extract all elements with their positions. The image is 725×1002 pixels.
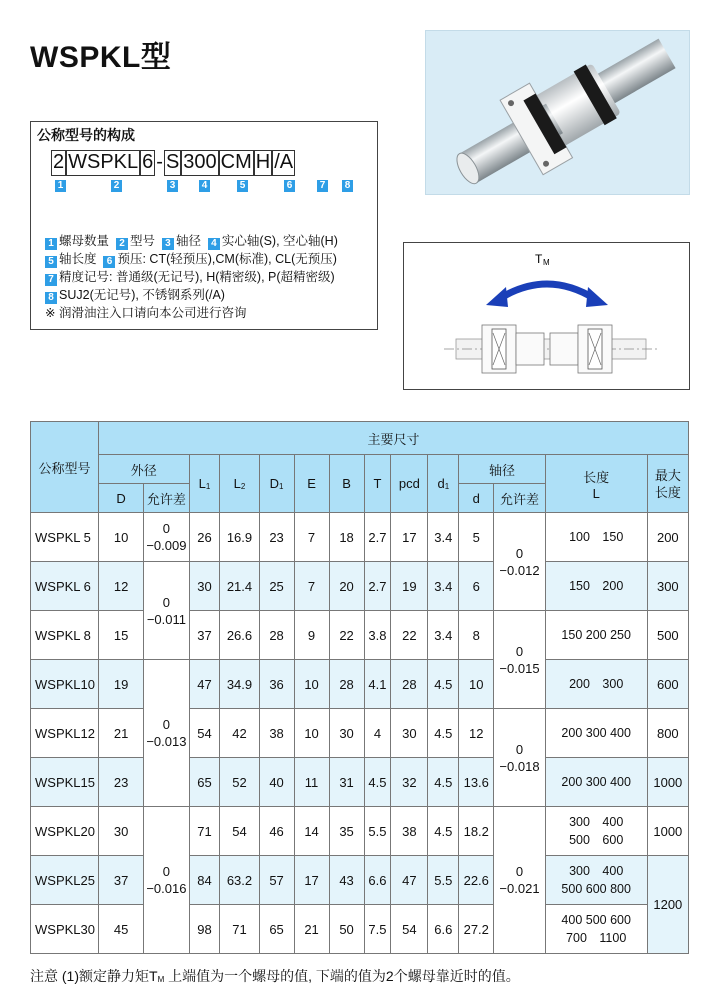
cell-t: 4.5: [364, 758, 391, 807]
cell-l2: 63.2: [220, 856, 259, 905]
cell-model: WSPKL30: [31, 905, 99, 954]
cell-e: 11: [294, 758, 329, 807]
table-row: [31, 513, 689, 562]
cell-model: WSPKL 6: [31, 562, 99, 611]
legend-text: 型号: [129, 234, 155, 248]
cell-b: 30: [329, 709, 364, 758]
cell-b: 20: [329, 562, 364, 611]
cell-e: 21: [294, 905, 329, 954]
tol-upper: 0: [162, 521, 171, 536]
tol-upper: 0: [515, 741, 524, 757]
cell-d: 18.2: [459, 807, 494, 856]
cell-b: 28: [329, 660, 364, 709]
cell-pcd: 28: [391, 660, 428, 709]
cell-l2: 54: [220, 807, 259, 856]
page-title: WSPKL型: [30, 41, 172, 74]
cell-max-length: 300: [647, 562, 688, 611]
cell-l1: 26: [189, 513, 220, 562]
cell-model: WSPKL20: [31, 807, 99, 856]
code-part-shaft-type: S: [164, 150, 181, 176]
header-D1: $D_1$: [259, 455, 294, 513]
cell-d1: 57: [259, 856, 294, 905]
table-row: [31, 807, 689, 856]
cell-D: 19: [98, 660, 143, 709]
cell-t: 7.5: [364, 905, 391, 954]
cell-e: 7: [294, 513, 329, 562]
cell-l1: 84: [189, 856, 220, 905]
cell-outer-tol: [144, 513, 189, 562]
length-line: 200 300: [569, 677, 624, 691]
cell-b: 31: [329, 758, 364, 807]
table-row: [31, 856, 689, 905]
cell-d1: 40: [259, 758, 294, 807]
cell-d1: 4.5: [428, 758, 459, 807]
cell-d: 22.6: [459, 856, 494, 905]
cell-length: [545, 807, 647, 856]
composition-heading: 公称型号的构成: [37, 127, 135, 143]
cell-b: 18: [329, 513, 364, 562]
cell-d1: 3.4: [428, 611, 459, 660]
tol-lower: −0.016: [146, 881, 187, 896]
code-part-material: /A: [272, 150, 295, 176]
cell-d: 6: [459, 562, 494, 611]
arrow-head-right-icon: [586, 287, 608, 307]
cell-d: 12: [459, 709, 494, 758]
cell-d: 13.6: [459, 758, 494, 807]
legend-badge: 7: [45, 274, 57, 286]
tol-lower: −0.012: [499, 562, 540, 578]
tol-upper: 0: [162, 594, 171, 610]
code-part-nut-count: 2: [51, 150, 66, 176]
legend-badge: 1: [45, 238, 57, 250]
header-outer-tol: 允许差: [144, 484, 189, 513]
header-d1: $d_1$: [428, 455, 459, 513]
torque-label: T: [535, 252, 543, 266]
legend-text: 实心轴(S), 空心轴(H): [221, 234, 338, 248]
tol-upper: 0: [515, 643, 524, 659]
header-shaft-dia: 轴径: [459, 455, 545, 484]
table-row: [31, 660, 689, 709]
legend-badge: 8: [45, 292, 57, 304]
cell-l2: 42: [220, 709, 259, 758]
cell-t: 2.7: [364, 562, 391, 611]
cell-max-length: 500: [647, 611, 688, 660]
cell-b: 35: [329, 807, 364, 856]
cell-l1: 65: [189, 758, 220, 807]
tol-lower: −0.018: [499, 758, 540, 774]
cell-max-length: 800: [647, 709, 688, 758]
header-shaft-tol: 允许差: [494, 484, 545, 513]
legend-text: 螺母数量: [59, 234, 110, 248]
cell-t: 5.5: [364, 807, 391, 856]
torque-label-sub: M: [543, 258, 550, 267]
length-line: 300 400: [569, 815, 624, 829]
header-model: 公称型号: [31, 422, 99, 513]
cell-shaft-tol: [494, 611, 545, 709]
cell-e: 9: [294, 611, 329, 660]
cell-length: [545, 856, 647, 905]
cell-e: 10: [294, 660, 329, 709]
cell-model: WSPKL15: [31, 758, 99, 807]
tol-upper: 0: [515, 864, 524, 879]
cell-l2: 21.4: [220, 562, 259, 611]
cell-pcd: 54: [391, 905, 428, 954]
code-dash: -: [156, 151, 163, 173]
cell-d1: 6.6: [428, 905, 459, 954]
code-badge-1: 1: [55, 180, 66, 192]
tol-lower: −0.009: [146, 538, 187, 553]
cell-outer-tol: [144, 660, 189, 807]
tol-lower: −0.011: [146, 611, 186, 627]
cell-d1: 4.5: [428, 807, 459, 856]
cell-shaft-tol: [494, 807, 545, 954]
table-row: [31, 905, 689, 954]
cell-D: 23: [98, 758, 143, 807]
tol-lower: −0.015: [499, 660, 540, 676]
legend-badge: 2: [116, 238, 128, 250]
cell-d1: 25: [259, 562, 294, 611]
cell-pcd: 47: [391, 856, 428, 905]
composition-legend: [45, 232, 338, 322]
code-badge-4: 4: [199, 180, 210, 192]
legend-text: 轴长度: [59, 252, 97, 266]
tol-lower: −0.021: [499, 881, 540, 896]
lube-note: ※ 润滑油注入口请向本公司进行咨询: [45, 306, 247, 320]
cell-d1: 46: [259, 807, 294, 856]
code-part-shaft-dia: 6: [140, 150, 155, 176]
cell-max-length: 1200: [647, 856, 688, 954]
header-length: 长度 L: [545, 455, 647, 513]
length-line: 400 500 600: [561, 913, 631, 927]
tol-upper: 0: [515, 545, 524, 561]
cell-length: [545, 513, 647, 562]
code-badge-3: 3: [167, 180, 178, 192]
cell-model: WSPKL 5: [31, 513, 99, 562]
model-code-example: [51, 150, 295, 176]
header-L2: $L_2$: [220, 455, 259, 513]
length-line: 500 600: [569, 833, 624, 847]
cell-length: [545, 905, 647, 954]
code-badge-5: 5: [237, 180, 248, 192]
cell-outer-tol: [144, 562, 189, 660]
cell-d1: 36: [259, 660, 294, 709]
table-row: [31, 562, 689, 611]
cell-length: [545, 758, 647, 807]
torque-diagram: [403, 242, 690, 390]
torque-diagram-drawing: [404, 243, 691, 391]
cell-model: WSPKL 8: [31, 611, 99, 660]
footnote: 注意 (1)额定静力矩$T_M$ 上端值为一个螺母的值, 下端的值为2个螺母靠近时的值。: [30, 968, 520, 984]
code-part-accuracy: H: [254, 150, 272, 176]
cell-max-length: 200: [647, 513, 688, 562]
length-line: 200 300 400: [561, 775, 631, 789]
code-badge-2: 2: [111, 180, 122, 192]
cell-e: 10: [294, 709, 329, 758]
cell-t: 3.8: [364, 611, 391, 660]
cell-e: 14: [294, 807, 329, 856]
cell-D: 45: [98, 905, 143, 954]
dimension-table: [30, 421, 689, 954]
legend-text: SUJ2(无记号), 不锈钢系列(/A): [59, 288, 225, 302]
model-composition-box: [30, 121, 378, 330]
legend-badge: 6: [103, 256, 115, 268]
header-L1: $L_1$: [189, 455, 220, 513]
cell-l2: 34.9: [220, 660, 259, 709]
length-line: 150 200: [569, 579, 624, 593]
length-line: 100 150: [569, 530, 624, 544]
code-part-model: WSPKL: [66, 150, 140, 176]
legend-text: 轴径: [175, 234, 201, 248]
cell-d1: 38: [259, 709, 294, 758]
legend-badge: 4: [208, 238, 220, 250]
cell-pcd: 22: [391, 611, 428, 660]
cell-l1: 98: [189, 905, 220, 954]
length-line: 150 200 250: [561, 628, 631, 642]
cell-max-length: 1000: [647, 807, 688, 856]
cell-length: [545, 611, 647, 660]
header-outer-dia: 外径: [98, 455, 189, 484]
cell-model: WSPKL10: [31, 660, 99, 709]
cell-d1: 4.5: [428, 709, 459, 758]
cell-D: 21: [98, 709, 143, 758]
cell-b: 22: [329, 611, 364, 660]
cell-l2: 52: [220, 758, 259, 807]
code-badge-7: 7: [317, 180, 328, 192]
cell-d: 5: [459, 513, 494, 562]
length-line: 200 300 400: [561, 726, 631, 740]
double-arrow-icon: [499, 284, 595, 299]
cell-D: 37: [98, 856, 143, 905]
cell-D: 15: [98, 611, 143, 660]
cell-d1: 65: [259, 905, 294, 954]
tol-upper: 0: [162, 717, 171, 732]
cell-pcd: 30: [391, 709, 428, 758]
header-max-length: 最大 长度: [647, 455, 688, 513]
cell-t: 6.6: [364, 856, 391, 905]
cell-t: 4: [364, 709, 391, 758]
header-pcd: pcd: [391, 455, 428, 513]
header-d: d: [459, 484, 494, 513]
cell-D: 10: [98, 513, 143, 562]
cell-d1: 5.5: [428, 856, 459, 905]
cell-e: 7: [294, 562, 329, 611]
cell-d1: 28: [259, 611, 294, 660]
cell-length: [545, 660, 647, 709]
header-D: D: [98, 484, 143, 513]
cell-model: WSPKL25: [31, 856, 99, 905]
cell-d1: 3.4: [428, 513, 459, 562]
cell-d: 10: [459, 660, 494, 709]
cell-d1: 3.4: [428, 562, 459, 611]
cell-D: 30: [98, 807, 143, 856]
code-part-preload: CM: [219, 150, 254, 176]
table-row: [31, 611, 689, 660]
cell-l1: 54: [189, 709, 220, 758]
legend-text: 预压: CT(轻预压),CM(标准), CL(无预压): [117, 252, 337, 266]
cell-d: 27.2: [459, 905, 494, 954]
product-photo: [425, 30, 690, 195]
cell-model: WSPKL12: [31, 709, 99, 758]
cell-pcd: 38: [391, 807, 428, 856]
cell-t: 2.7: [364, 513, 391, 562]
cell-e: 17: [294, 856, 329, 905]
header-T: T: [364, 455, 391, 513]
table-row: [31, 709, 689, 758]
length-line: 300 400: [569, 864, 624, 878]
cell-max-length: 1000: [647, 758, 688, 807]
legend-text: 精度记号: 普通级(无记号), H(精密级), P(超精密级): [59, 270, 335, 284]
header-B: B: [329, 455, 364, 513]
cell-shaft-tol: [494, 513, 545, 611]
code-badge-6: 6: [284, 180, 295, 192]
cell-l1: 37: [189, 611, 220, 660]
cell-d1: 4.5: [428, 660, 459, 709]
header-main-dims: 主要尺寸: [98, 422, 688, 455]
cell-l1: 30: [189, 562, 220, 611]
length-line: 700 1100: [566, 931, 627, 945]
cell-length: [545, 709, 647, 758]
legend-badge: 3: [162, 238, 174, 250]
tol-upper: 0: [162, 864, 171, 879]
cell-b: 50: [329, 905, 364, 954]
cell-t: 4.1: [364, 660, 391, 709]
cell-l1: 71: [189, 807, 220, 856]
cell-pcd: 17: [391, 513, 428, 562]
cell-pcd: 19: [391, 562, 428, 611]
cell-b: 43: [329, 856, 364, 905]
cell-max-length: 600: [647, 660, 688, 709]
cell-shaft-tol: [494, 709, 545, 807]
cell-D: 12: [98, 562, 143, 611]
arrow-head-left-icon: [486, 287, 508, 307]
table-row: [31, 758, 689, 807]
code-badge-8: 8: [342, 180, 353, 192]
cell-l2: 16.9: [220, 513, 259, 562]
length-line: 500 600 800: [561, 882, 631, 896]
cell-length: [545, 562, 647, 611]
legend-badge: 5: [45, 256, 57, 268]
cell-pcd: 32: [391, 758, 428, 807]
header-E: E: [294, 455, 329, 513]
cell-outer-tol: [144, 807, 189, 954]
cell-l1: 47: [189, 660, 220, 709]
code-part-shaft-length: 300: [181, 150, 218, 176]
cell-l2: 26.6: [220, 611, 259, 660]
tol-lower: −0.013: [146, 734, 187, 749]
cell-d1: 23: [259, 513, 294, 562]
cell-l2: 71: [220, 905, 259, 954]
linear-bushing-image: [426, 31, 691, 196]
cell-d: 8: [459, 611, 494, 660]
